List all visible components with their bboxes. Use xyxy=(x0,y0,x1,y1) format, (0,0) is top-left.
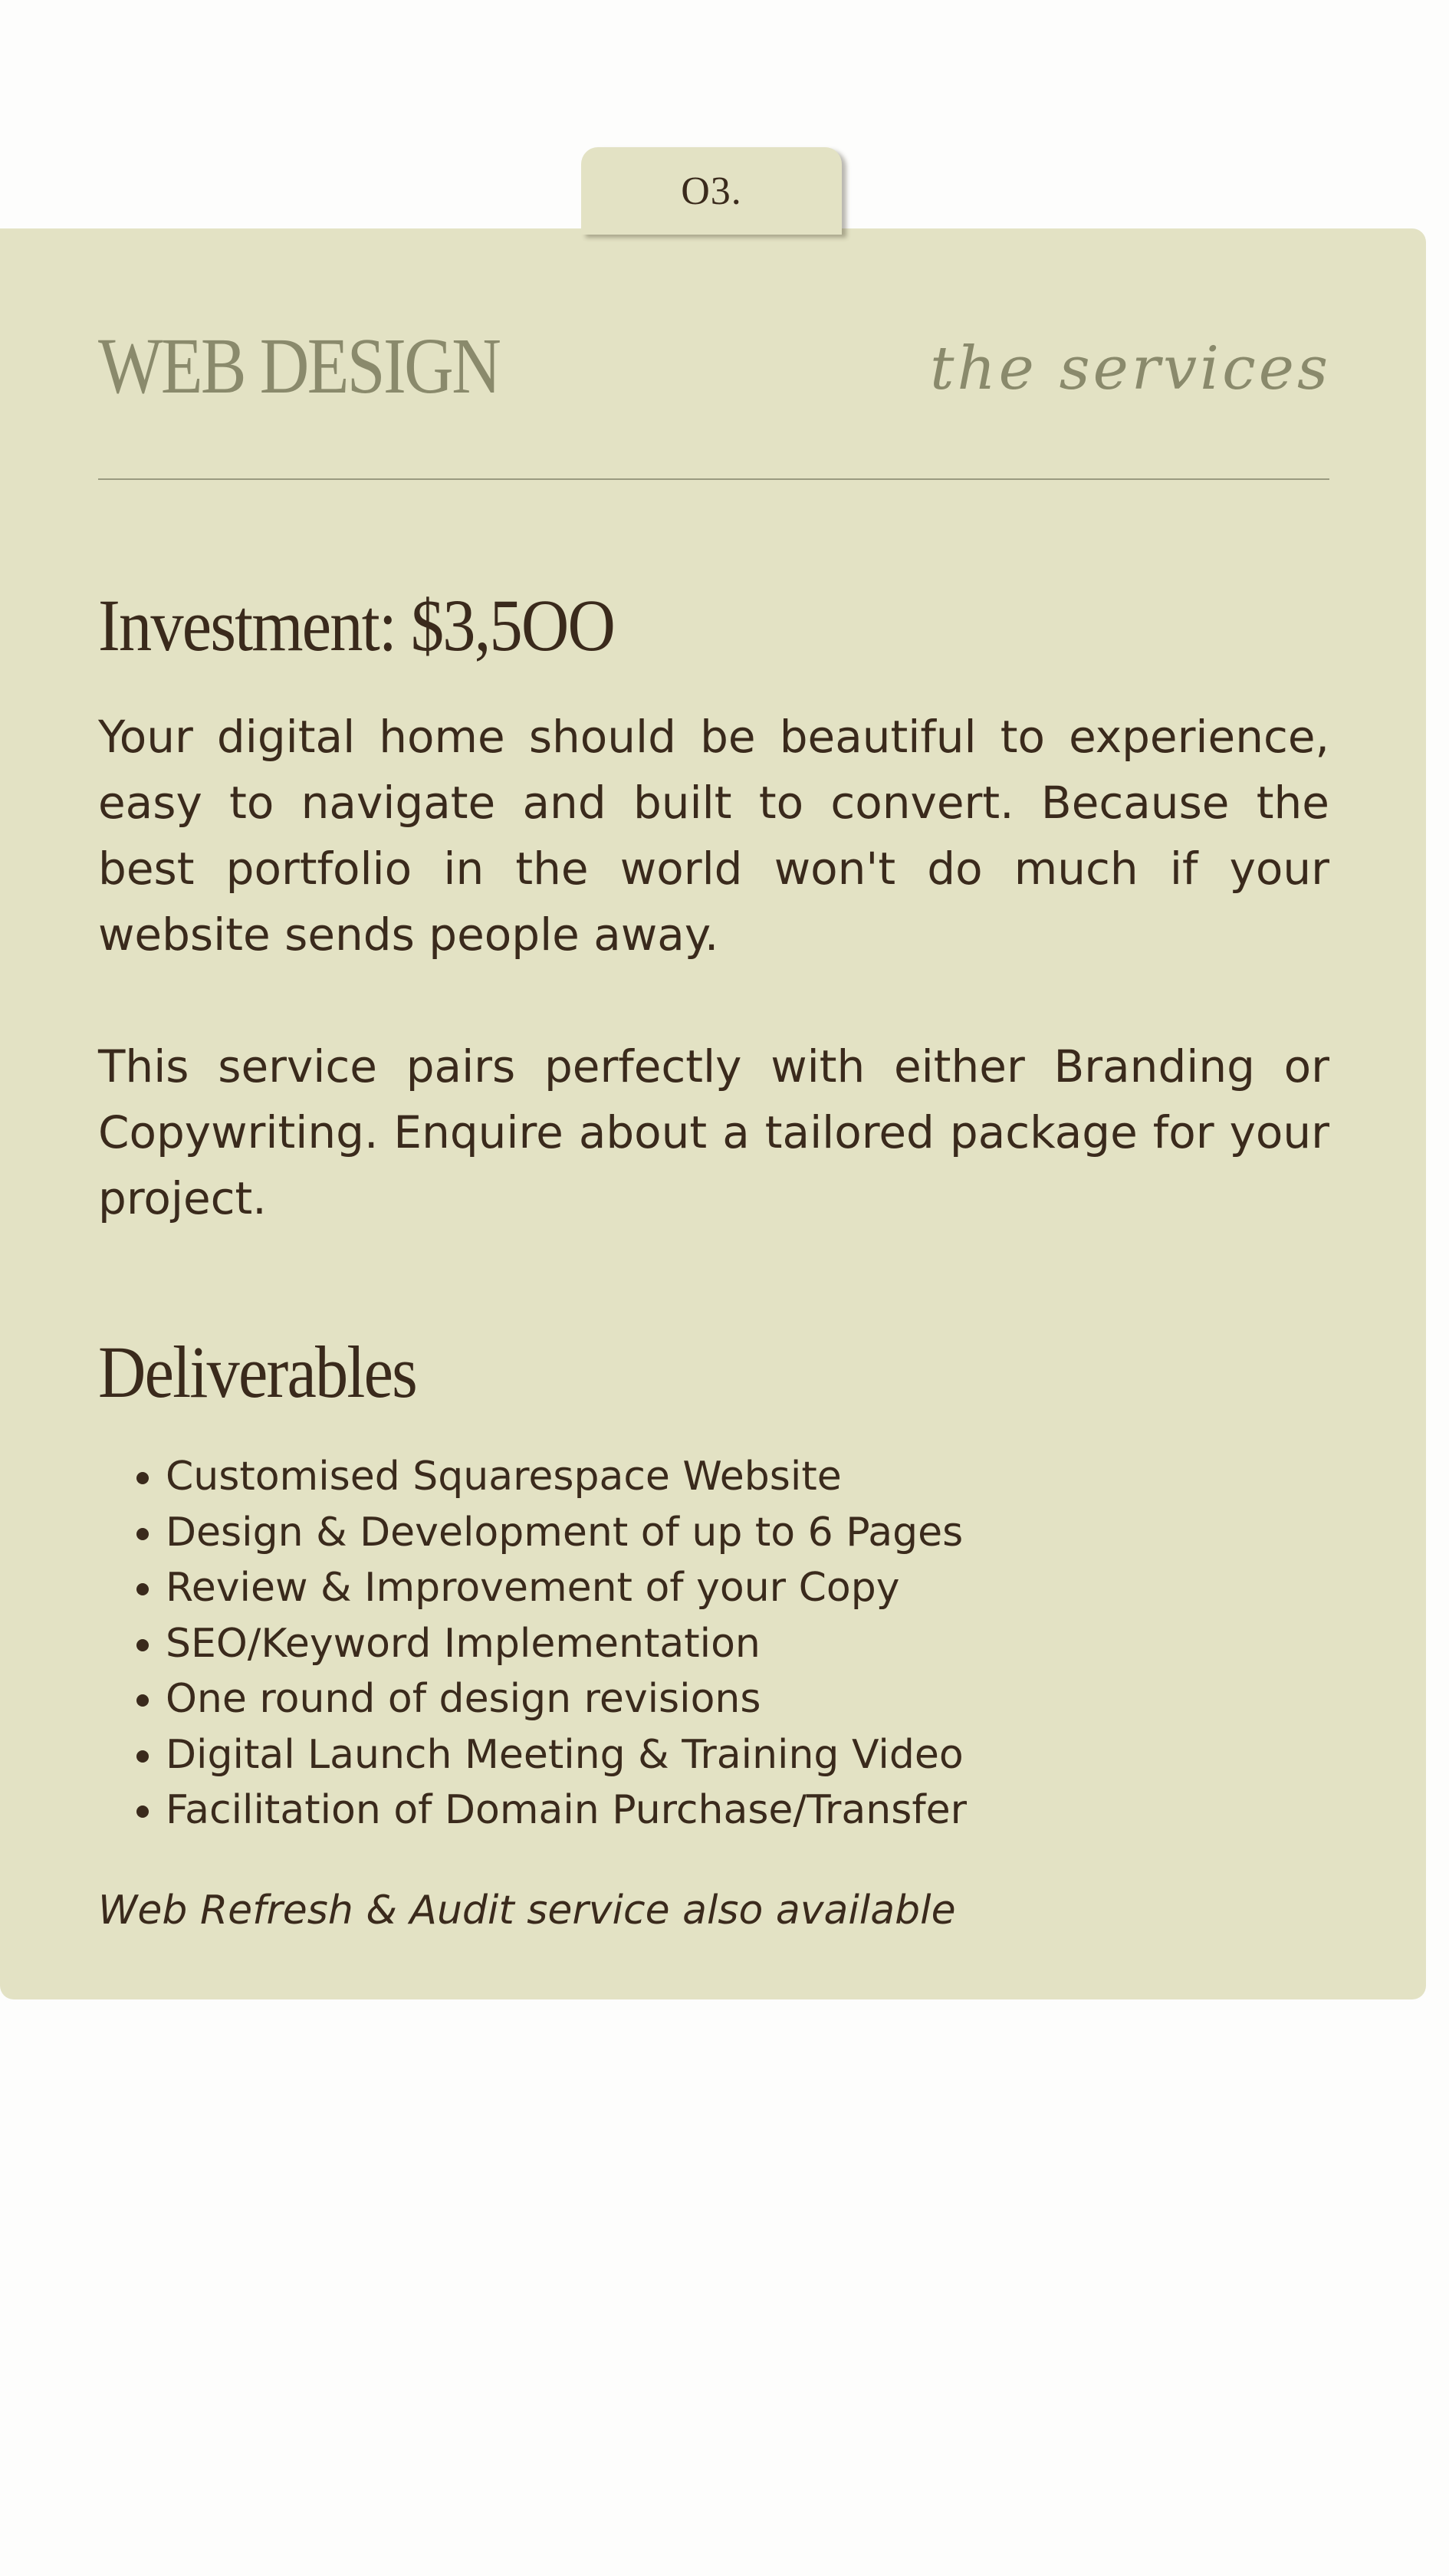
description-paragraph-2: This service pairs perfectly with either Branding or Copywriting. Enquire about a tailored package for your project. xyxy=(98,1040,1329,1224)
service-title: WEB DESIGN xyxy=(98,322,500,410)
section-script-label: the services xyxy=(930,334,1331,403)
footer-note: Web Refresh & Audit service also available xyxy=(98,1888,956,1934)
deliverable-item: • Digital Launch Meeting & Training Video xyxy=(166,1727,1329,1783)
deliverables-heading: Deliverables xyxy=(98,1331,416,1413)
service-number: O3. xyxy=(681,169,742,213)
deliverable-item: • Facilitation of Domain Purchase/Transfer xyxy=(166,1783,1329,1838)
service-card xyxy=(0,228,1426,1999)
deliverables-list xyxy=(98,1449,1329,1838)
deliverable-item: • Design & Development of up to 6 Pages xyxy=(166,1505,1329,1561)
deliverable-item: • Review & Improvement of your Copy xyxy=(166,1560,1329,1616)
service-number-tab xyxy=(581,147,842,235)
deliverable-item: • One round of design revisions xyxy=(166,1671,1329,1727)
deliverable-item: • Customised Squarespace Website xyxy=(166,1449,1329,1505)
investment-heading: Investment: $3,5OO xyxy=(98,584,615,666)
description-paragraph-1: Your digital home should be beautiful to experience, easy to navigate and built to convert. Because the best portfolio in the world won't do much if your website sends people away. xyxy=(98,711,1329,961)
header-divider xyxy=(98,478,1329,480)
deliverable-item: • SEO/Keyword Implementation xyxy=(166,1616,1329,1672)
